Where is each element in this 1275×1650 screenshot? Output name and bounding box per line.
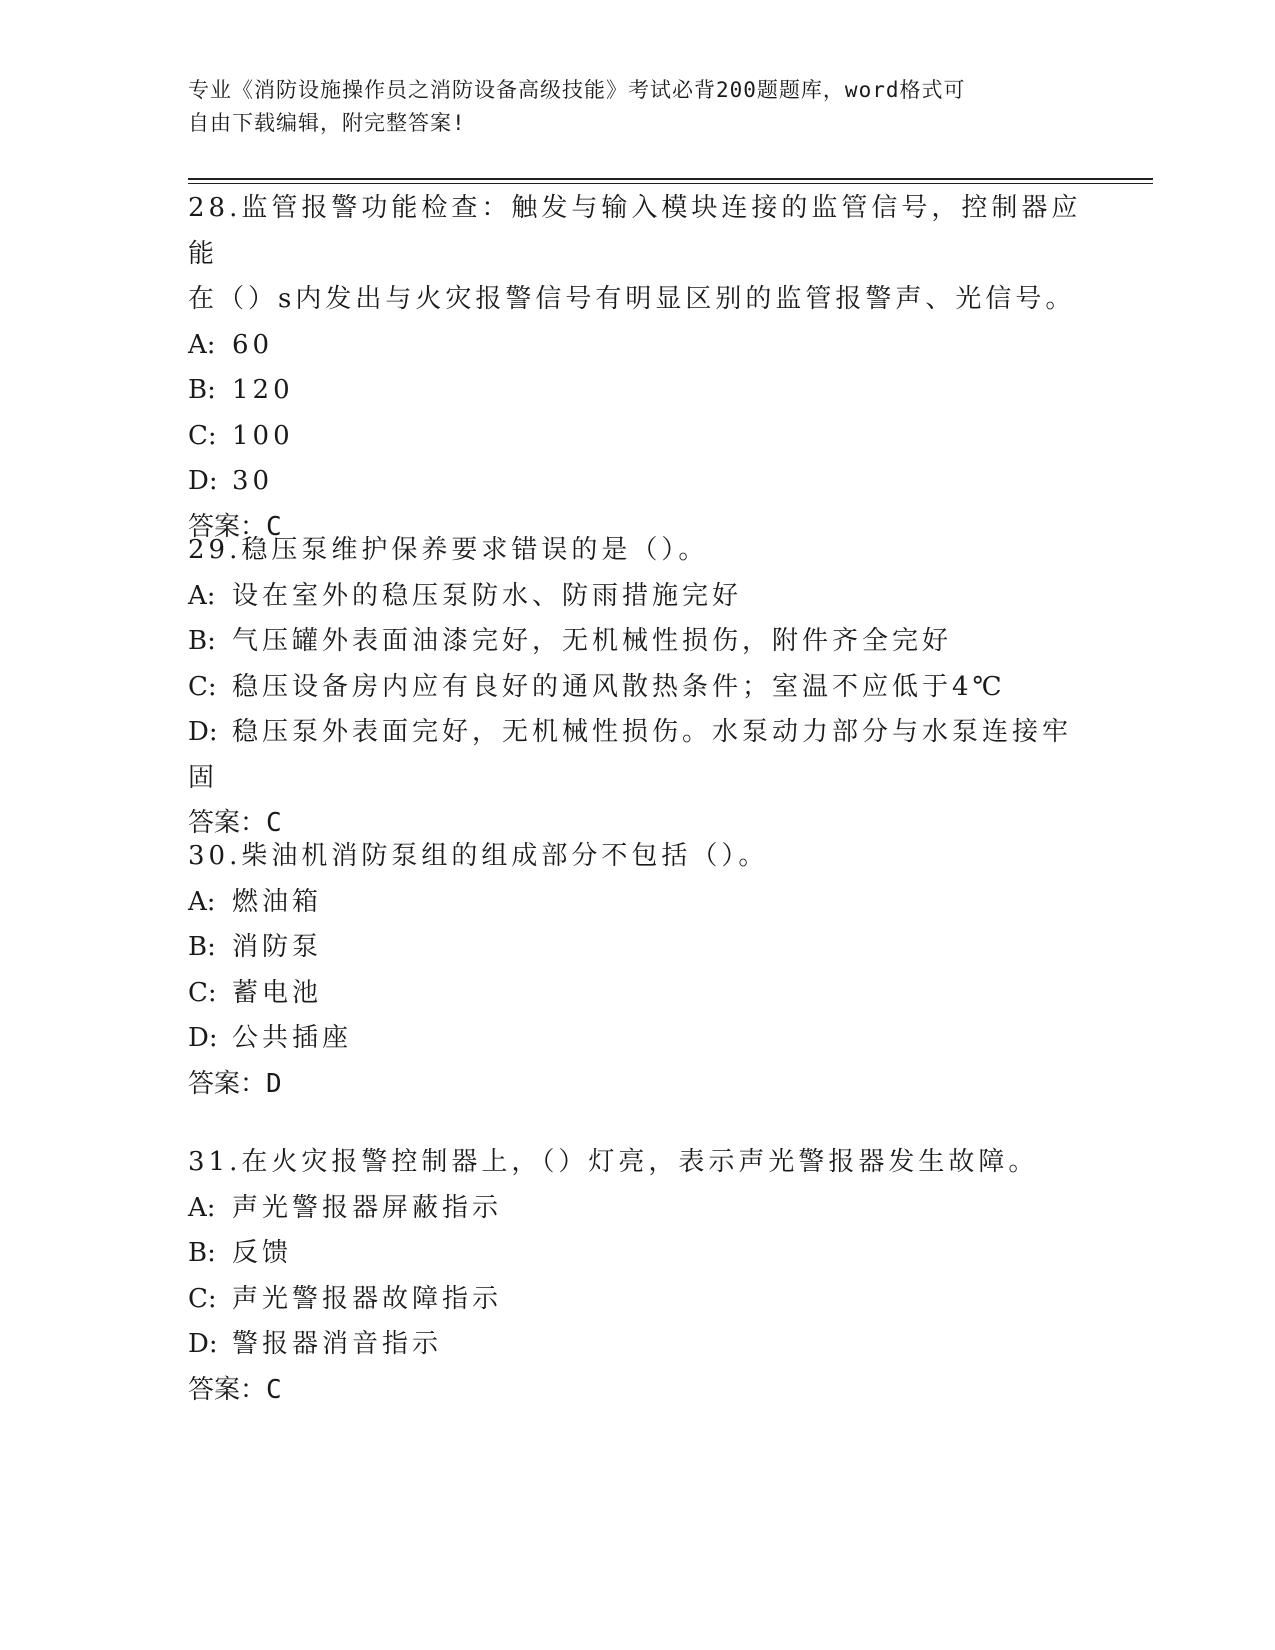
- answer-line: [188, 1368, 1088, 1414]
- option-c: [188, 414, 1088, 460]
- option-b: [188, 368, 1088, 414]
- option-text: 警报器消音指示: [232, 1329, 443, 1359]
- option-text: 100: [232, 420, 294, 451]
- option-c: [188, 1277, 1088, 1323]
- option-text: 声光警报器屏蔽指示: [232, 1192, 503, 1223]
- option-letter: C:: [188, 1283, 217, 1314]
- option-letter: C:: [188, 671, 217, 702]
- option-letter: C:: [188, 420, 217, 451]
- question-28: [188, 186, 1088, 550]
- question-stem: 29.稳压泵维护保养要求错误的是（）。: [188, 535, 709, 565]
- option-c: [188, 665, 1088, 711]
- option-text: 消防泵: [232, 932, 323, 962]
- option-text: 30: [232, 466, 274, 496]
- option-c: [188, 971, 1088, 1017]
- option-b: [188, 1231, 1088, 1277]
- answer-line: [188, 1062, 1088, 1108]
- answer-value: D: [266, 1068, 282, 1099]
- option-d: [188, 459, 1088, 505]
- option-letter: B:: [188, 932, 216, 962]
- question-30: [188, 834, 1088, 1107]
- option-text: 设在室外的稳压泵防水、防雨措施完好: [232, 580, 743, 611]
- answer-label: 答案：: [188, 1068, 267, 1099]
- answer-label: 答案：: [188, 808, 267, 838]
- option-a: [188, 1186, 1088, 1232]
- answer-label: 答案：: [188, 511, 267, 542]
- option-letter: A:: [188, 580, 216, 611]
- option-text: 稳压设备房内应有良好的通风散热条件；室温不应低于4℃: [232, 671, 1006, 702]
- question-stem: 31.在火灾报警控制器上，（）灯亮，表示声光警报器发生故障。: [188, 1147, 1039, 1177]
- question-29: [188, 528, 1088, 847]
- header-line-1: 专业《消防设施操作员之消防设备高级技能》考试必背200题题库，word格式可: [188, 78, 966, 102]
- header-divider-thick: [188, 178, 1153, 180]
- question-stem: 28.监管报警功能检查：触发与输入模块连接的监管信号，控制器应能: [188, 193, 1082, 269]
- question-31: [188, 1140, 1088, 1413]
- option-letter: B:: [188, 375, 216, 405]
- option-letter: C:: [188, 977, 217, 1008]
- option-a: [188, 574, 1088, 620]
- option-letter: D:: [188, 466, 218, 496]
- option-text: 蓄电池: [232, 977, 323, 1008]
- option-text: 反馈: [232, 1238, 293, 1268]
- option-text: 气压罐外表面油漆完好，无机械性损伤，附件齐全完好: [232, 626, 953, 656]
- header-divider-thin: [188, 183, 1153, 184]
- option-letter: A:: [188, 1192, 216, 1223]
- question-stem: 30.柴油机消防泵组的组成部分不包括（）。: [188, 841, 769, 871]
- option-text: 稳压泵外表面完好，无机械性损伤。水泵动力部分与水泵连接牢固: [188, 717, 1073, 793]
- document-header: [188, 74, 1068, 140]
- answer-value: C: [266, 808, 282, 838]
- answer-value: C: [266, 511, 282, 542]
- option-letter: D:: [188, 1329, 218, 1359]
- option-letter: A:: [188, 886, 216, 917]
- option-b: [188, 619, 1088, 665]
- option-text: 公共插座: [232, 1023, 353, 1053]
- answer-value: C: [266, 1374, 282, 1405]
- option-d: [188, 710, 1088, 801]
- option-a: [188, 880, 1088, 926]
- answer-label: 答案：: [188, 1374, 267, 1405]
- option-letter: A:: [188, 329, 216, 360]
- option-letter: D:: [188, 717, 218, 747]
- option-text: 120: [232, 375, 294, 405]
- header-line-2: 自由下载编辑，附完整答案!: [188, 111, 466, 135]
- option-text: 声光警报器故障指示: [232, 1283, 503, 1314]
- option-letter: B:: [188, 1238, 216, 1268]
- option-text: 燃油箱: [232, 886, 323, 917]
- option-b: [188, 925, 1088, 971]
- question-stem-continued: 在（）s内发出与火灾报警信号有明显区别的监管报警声、光信号。: [188, 284, 1076, 314]
- option-d: [188, 1016, 1088, 1062]
- option-d: [188, 1322, 1088, 1368]
- option-a: [188, 323, 1088, 369]
- option-letter: B:: [188, 626, 216, 656]
- option-letter: D:: [188, 1023, 218, 1053]
- option-text: 60: [232, 329, 274, 360]
